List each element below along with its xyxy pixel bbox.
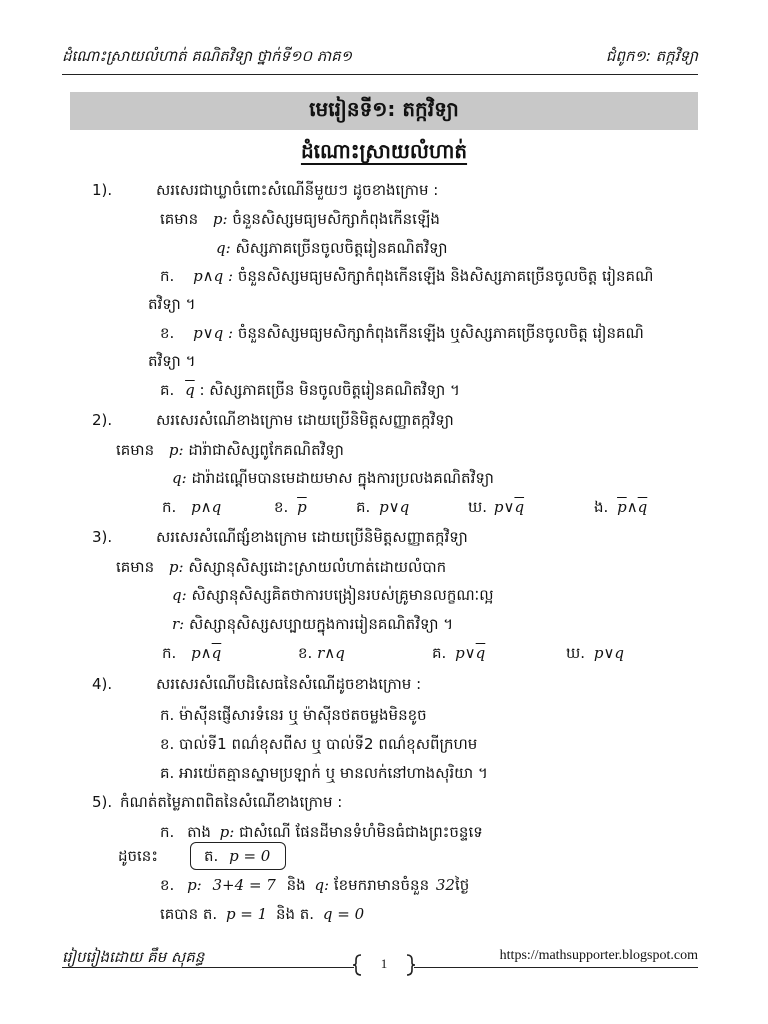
exercise-2-prompt: សរសេរសំណើខាងក្រោម ដោយប្រើនិមិត្តសញ្ញាតក្កវិទ្យា — [156, 411, 454, 429]
days-unit: ថ្ងៃ — [454, 876, 470, 894]
q-statement: ខែមករាមានចំនួន — [333, 876, 430, 894]
exercise-1-number: 1). — [92, 181, 113, 199]
ex4-answer-a: ក. ម៉ាស៊ីនផ្ញើសារទំនេរ ឬ ម៉ាស៊ីនថតចម្លងមិនខូច — [160, 706, 427, 724]
q-symbol: q: — [172, 469, 187, 487]
exercise-1-prompt: សរសេរជាឃ្លាចំពោះសំណើនីមួយៗ ដូចខាងក្រោម : — [156, 181, 439, 199]
lesson-title: មេរៀនទី១: តក្កវិទ្យា — [309, 97, 459, 121]
exercise-4-number: 4). — [92, 675, 113, 693]
answer-c-expression-part2: $\overline{q}$ — [475, 644, 486, 662]
answer-a-label: ក. — [160, 267, 175, 285]
answer-a-text: ចំនួនសិស្សមធ្យមសិក្សាកំពុងកើនឡើង និងសិស្សភាគច្រើនចូលចិត្ត រៀនគណិ — [237, 267, 654, 285]
ex1-answer-a-line1 — [160, 266, 653, 286]
and-word: និង — [286, 876, 306, 894]
r-statement: សិស្សានុសិស្សសប្បាយក្នុងការរៀនគណិតវិទ្យា ។ — [189, 615, 454, 633]
answer-a-expression: p∧q : — [193, 267, 234, 285]
ex2-given-line — [116, 440, 344, 460]
header-divider — [62, 74, 698, 75]
answer-c-label: គ. — [432, 644, 447, 662]
ex5-answer-a-line — [160, 822, 483, 842]
exercise-5-number: 5). — [92, 793, 113, 811]
ex3-q-line — [172, 585, 494, 605]
answer-d-expression-part1: p∨ — [493, 498, 515, 516]
footer-author: រៀបរៀងដោយ គឹម សុគន្ធ — [62, 948, 205, 966]
answer-c-expression: p∨q — [379, 498, 410, 516]
ex2-answer-e — [594, 497, 647, 517]
result-prefix: គេបាន ត. — [160, 905, 218, 923]
p-statement: ដារ៉ាជាសិស្សពូកែគណិតវិទ្យា — [188, 441, 344, 459]
answer-b-label: ខ. — [298, 644, 313, 662]
answer-a-label: ក. — [160, 823, 175, 841]
answer-d-expression: p∨q — [593, 644, 625, 662]
truth-value-expression: p = 0 — [229, 847, 271, 865]
q-symbol: q: — [314, 876, 330, 894]
ex4-answer-c: គ. អារយ៉េតគ្មានស្នាមប្រឡាក់ ឬ មានលក់នៅហាងសុរិយា ។ — [160, 764, 488, 782]
answer-a-expression-part2: $\overline{q}$ — [211, 644, 222, 662]
ex5-answer-b-line — [160, 875, 469, 895]
ex1-answer-b-line1 — [160, 323, 644, 343]
conclusion-label: ដូចនេះ — [118, 847, 158, 865]
exercise-5-prompt: កំណត់តម្លៃភាពពិតនៃសំណើខាងក្រោម : — [120, 793, 343, 811]
ex2-answer-c — [356, 497, 409, 517]
answer-a-label: ក. — [162, 498, 177, 516]
ex2-answer-b — [274, 497, 307, 517]
answer-c-label: គ. — [160, 381, 175, 399]
given-label: គេមាន — [160, 210, 199, 228]
answer-c-label: គ. — [356, 498, 371, 516]
ex1-answer-c-line — [160, 380, 460, 400]
answer-d-expression-part2: $\overline{q}$ — [514, 498, 525, 516]
ex1-answer-a-line2: តវិទ្យា ។ — [148, 295, 196, 313]
header-book-title: ដំណោះស្រាយលំហាត់ គណិតវិទ្យា ថ្នាក់ទី១០ ភាគ១ — [62, 47, 352, 65]
answer-e-expression-part2: ∧ — [626, 498, 638, 516]
p-statement: សិស្សានុសិស្សដោះស្រាយលំហាត់ដោយលំបាក — [188, 558, 447, 576]
answer-e-expression-part3: $\overline{q}$ — [637, 498, 648, 516]
result-and: និង ត. — [275, 905, 315, 923]
ex3-answer-a — [162, 643, 221, 663]
answer-d-label: ឃ. — [566, 644, 586, 662]
q-statement: សិស្សភាគច្រើនចូលចិត្តរៀនគណិតវិទ្យា — [235, 239, 448, 257]
ex1-given-line — [160, 209, 440, 229]
answer-a-word: តាង — [187, 823, 211, 841]
answer-e-expression-part1: $\overline{p}$ — [617, 498, 627, 516]
footer-website-link[interactable]: https://mathsupporter.blogspot.com — [499, 948, 698, 963]
ex3-answer-d — [566, 643, 624, 663]
answer-a-statement: ជាសំណើ ផែនដីមានទំហំមិនធំជាងព្រះចន្ទទេ — [239, 823, 483, 841]
answer-b-text: ចំនួនសិស្សមធ្យមសិក្សាកំពុងកើនឡើង ឬសិស្សភាគច្រើនចូលចិត្ត រៀនគណិ — [237, 324, 644, 342]
answer-a-expression-part1: p∧ — [191, 644, 212, 662]
answer-b-label: ខ. — [274, 498, 289, 516]
truth-value-label: ត. — [204, 847, 219, 865]
p-symbol: p: — [212, 210, 228, 228]
q-symbol: q: — [172, 586, 187, 604]
result-q: q = 0 — [322, 905, 365, 923]
given-label: គេមាន — [116, 441, 155, 459]
p-symbol: p: — [187, 876, 202, 894]
answer-c-expression-part1: p∨ — [455, 644, 476, 662]
p-statement: ចំនួនសិស្សមធ្យមសិក្សាកំពុងកើនឡើង — [232, 210, 440, 228]
q-symbol: q: — [216, 239, 231, 257]
answer-a-expression: p∧q — [191, 498, 222, 516]
exercise-2-number: 2). — [92, 411, 113, 429]
exercise-3-prompt: សរសេរសំណើផ្សំខាងក្រោម ដោយប្រើនិមិត្តសញ្ញាតក្កវិទ្យា — [156, 528, 468, 546]
answer-c-text: : សិស្សភាគច្រើន មិនចូលចិត្តរៀនគណិតវិទ្យា ។ — [199, 381, 460, 399]
q-statement: សិស្សានុសិស្សគិតថាការបង្រៀនរបស់គ្រូមានលក្ខណៈល្អ — [191, 586, 494, 604]
solution-title: ដំណោះស្រាយលំហាត់ — [300, 139, 468, 163]
answer-b-label: ខ. — [160, 876, 175, 894]
p-symbol: p: — [168, 558, 184, 576]
ex1-q-line — [216, 238, 448, 258]
answer-box-content — [204, 846, 270, 866]
answer-d-label: ឃ. — [468, 498, 488, 516]
ex5-result-line — [160, 904, 364, 924]
p-symbol: p: — [168, 441, 184, 459]
answer-b-expression: $\overline{p}$ — [297, 498, 307, 516]
answer-b-label: ខ. — [160, 324, 175, 342]
answer-b-expression: p∨q : — [193, 324, 234, 342]
given-label: គេមាន — [116, 558, 155, 576]
exercise-4-prompt: សរសេរសំណើបដិសេធនៃសំណើដូចខាងក្រោម : — [156, 675, 422, 693]
ex3-given-line — [116, 557, 446, 577]
lesson-title-bar — [70, 92, 698, 130]
header-chapter: ជំពូក១: តក្កវិទ្យា — [605, 47, 698, 65]
ex1-answer-b-line2: តវិទ្យា ។ — [148, 352, 196, 370]
answer-e-label: ង. — [594, 498, 609, 516]
ex4-answer-b: ខ. បាល់ទី1 ពណ៌ខុសពីស ឬ បាល់ទី2 ពណ៌ខុសពីក្រហម — [160, 735, 478, 753]
answer-b-expression: r∧q — [317, 644, 345, 662]
ex3-r-line — [172, 614, 453, 634]
answer-c-expression: $\overline{q}$ — [185, 381, 195, 399]
ex2-answer-d — [468, 497, 524, 517]
r-symbol: r: — [172, 615, 185, 633]
ex2-answer-a — [162, 497, 221, 517]
ex3-answer-b — [298, 643, 345, 663]
answer-a-label: ក. — [162, 644, 177, 662]
exercise-3-number: 3). — [92, 528, 113, 546]
days-number: 32 — [435, 876, 455, 894]
ex2-q-line — [172, 468, 494, 488]
p-equation: 3+4 = 7 — [212, 876, 276, 894]
p-symbol: p: — [219, 823, 235, 841]
q-statement: ដារ៉ាដណ្តើមបានមេដាយមាស ក្នុងការប្រលងគណិតវិទ្យា — [191, 469, 494, 487]
result-p: p = 1 — [225, 905, 268, 923]
page-number: 1 — [380, 956, 388, 971]
ex3-answer-c — [432, 643, 485, 663]
